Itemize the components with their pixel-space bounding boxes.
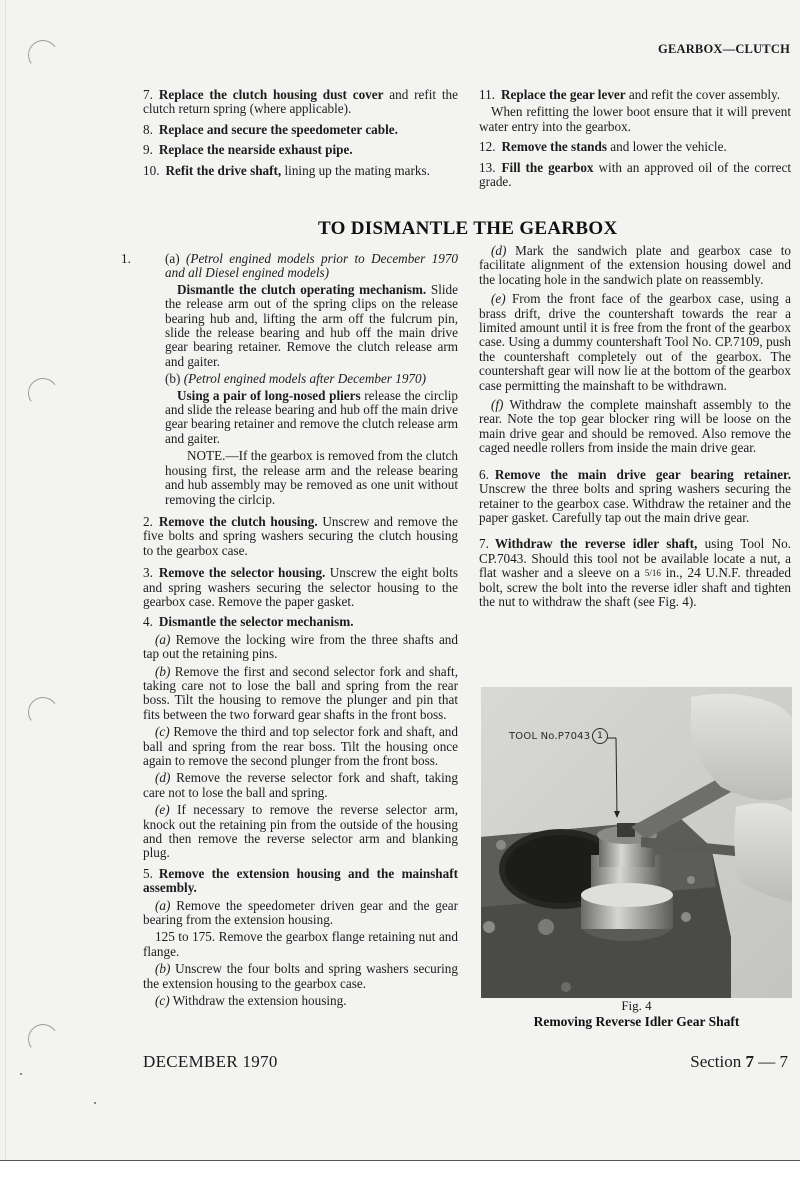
step-12: 12. Remove the stands and lower the vehicle. — [479, 139, 727, 155]
scan-speck — [20, 1073, 22, 1075]
fraction: 5/16 — [644, 568, 661, 579]
step-4: 4. Dismantle the selector mechanism. (a) Remove the locking wire from the three shafts and tap out the retaining pins. (b) Remove the first and second selector fork and shaft, taking care not to lose the ball and spring from the rear boss. Tilt the housing to remove the plunger and pin that fits between the two forward gear shafts in the front boss. (c) Remove the third and top selector fork and shaft, and ball and spring from the rear boss. Tilt the housing once again to remove the second plunger from the front boss. (d) Remove the reverse selector fork and shaft, taking care not to lose the ball and spring. (e) If necessary to remove the reverse selector arm, knock out the retaining pin from the outside of the housing and then remove the reverse selector arm and blanking plug. — [143, 614, 458, 861]
step-7: 7. Replace the clutch housing dust cover and refit the clutch return spring (where applicable). — [143, 87, 458, 117]
step-6: 6. Remove the main drive gear bearing retainer. Unscrew the three bolts and spring washers securing the retainer to the gearbox case. Withdraw the retainer and the paper gasket. Carefully tap out the main drive gear. — [479, 466, 791, 525]
step-10: 10. Refit the drive shaft, lining up the mating marks. — [143, 162, 430, 178]
reassembly-steps-right — [479, 88, 791, 195]
step-5d: (d) Mark the sandwich plate and gearbox case to facilitate alignment of the extension housing dowel and the locating hole in the sandwich plate on reassembly. — [479, 243, 791, 287]
binder-hole-3 — [26, 695, 61, 730]
step-5e: (e) From the front face of the gearbox case, using a brass drift, drive the countershaft towards the rear a limited amount until it is free from the front of the gearbox case. Using a dummy countershaft Tool No. CP.7109, push the countershaft completely out of the gearbox. The countershaft gear will now lie at the bottom of the gearbox case permitting the mainshaft to be withdrawn. — [479, 291, 791, 393]
nut — [617, 823, 635, 837]
reassembly-steps-left — [143, 88, 458, 184]
step-11-note: When refitting the lower boot ensure that it will prevent water entry into the gearbox. — [479, 104, 791, 134]
step-2: 2. Remove the clutch housing. Unscrew and remove the five bolts and spring washers securing the clutch housing to the gearbox case. — [143, 513, 458, 558]
step-1: 1. (a) (Petrol engined models prior to December 1970 and all Diesel engined models) Dismantle the clutch operating mechanism. Slide the release arm out of the spring clips on the release bearing hub and, lifting the arm off the fulcrum pin, slide the release bearing and hub off the main drive gear bearing retainer. Remove the clutch release arm and gaiter. (b) (Petrol engined models after December 1970) Using a pair of long-nosed pliers release the circlip and slide the release bearing and hub off the main drive gear bearing retainer and remove the clutch release arm and gaiter. NOTE.—If the gearbox is removed from the clutch housing first, the release arm and the release bearing and hub assembly may be removed as one unit without removing the cirlcip. — [121, 251, 459, 507]
running-head: GEARBOX—CLUTCH — [658, 42, 790, 56]
figure-number: Fig. 4 — [621, 998, 652, 1013]
step-5: 5. Remove the extension housing and the mainshaft assembly. (a) Remove the speedometer driven gear and the gear bearing from the extension housing. 125 to 175. Remove the gearbox flange retaining nut and flange. (b) Unscrew the four bolts and spring washers securing the extension housing to the gearbox case. (c) Withdraw the extension housing. — [143, 865, 458, 1009]
step-5f: (f) Withdraw the complete mainshaft assembly to the rear. Note the top gear blocker ring will be loose on the main drive gear and should be removed. Also remove the caged needle rollers from inside the main drive gear. — [479, 397, 791, 456]
tool-callout-label: TOOL No.P7043 — [509, 731, 591, 742]
dismantle-steps-left — [121, 251, 459, 1012]
dismantle-steps-right — [479, 244, 791, 615]
note: NOTE.—If the gearbox is removed from the clutch housing first, the release arm and the release bearing and hub assembly may be removed as one unit without removing the cirlcip. — [165, 448, 458, 507]
binder-hole-1 — [26, 38, 61, 73]
step-9: 9. Replace the nearside exhaust pipe. — [143, 142, 353, 158]
page-edge-shadow — [5, 0, 6, 1160]
scan-speck — [94, 1102, 96, 1104]
step-8: 8. Replace and secure the speedometer cable. — [143, 121, 398, 137]
footer-date: DECEMBER 1970 — [143, 1052, 278, 1071]
figure-photo — [481, 687, 792, 998]
figure-caption: Removing Reverse Idler Gear Shaft — [533, 1014, 740, 1029]
step-3: 3. Remove the selector housing. Unscrew the eight bolts and spring washers securing the selector housing to the gearbox case. Remove the paper gasket. — [143, 565, 458, 609]
section-title: TO DISMANTLE THE GEARBOX — [318, 218, 618, 239]
binder-hole-2 — [26, 376, 61, 411]
step-7-reverse-idler: 7. Withdraw the reverse idler shaft, using Tool No. CP.7043. Should this tool not be available locate a nut, a flat washer and a sleeve on a 5/16 in., 24 U.N.F. threaded bolt, screw the bolt into the reverse idler shaft and tighten the nut to withdraw the shaft (see Fig. 4). — [479, 536, 792, 609]
step-11: 11. Replace the gear lever and refit the cover assembly. — [479, 87, 781, 102]
step-13: 13. Fill the gearbox with an approved oil of the correct grade. — [479, 159, 792, 190]
callout-number: 1 — [592, 728, 608, 744]
binder-hole-4 — [26, 1022, 61, 1057]
footer-section: Section 7 — 7 — [690, 1052, 788, 1071]
